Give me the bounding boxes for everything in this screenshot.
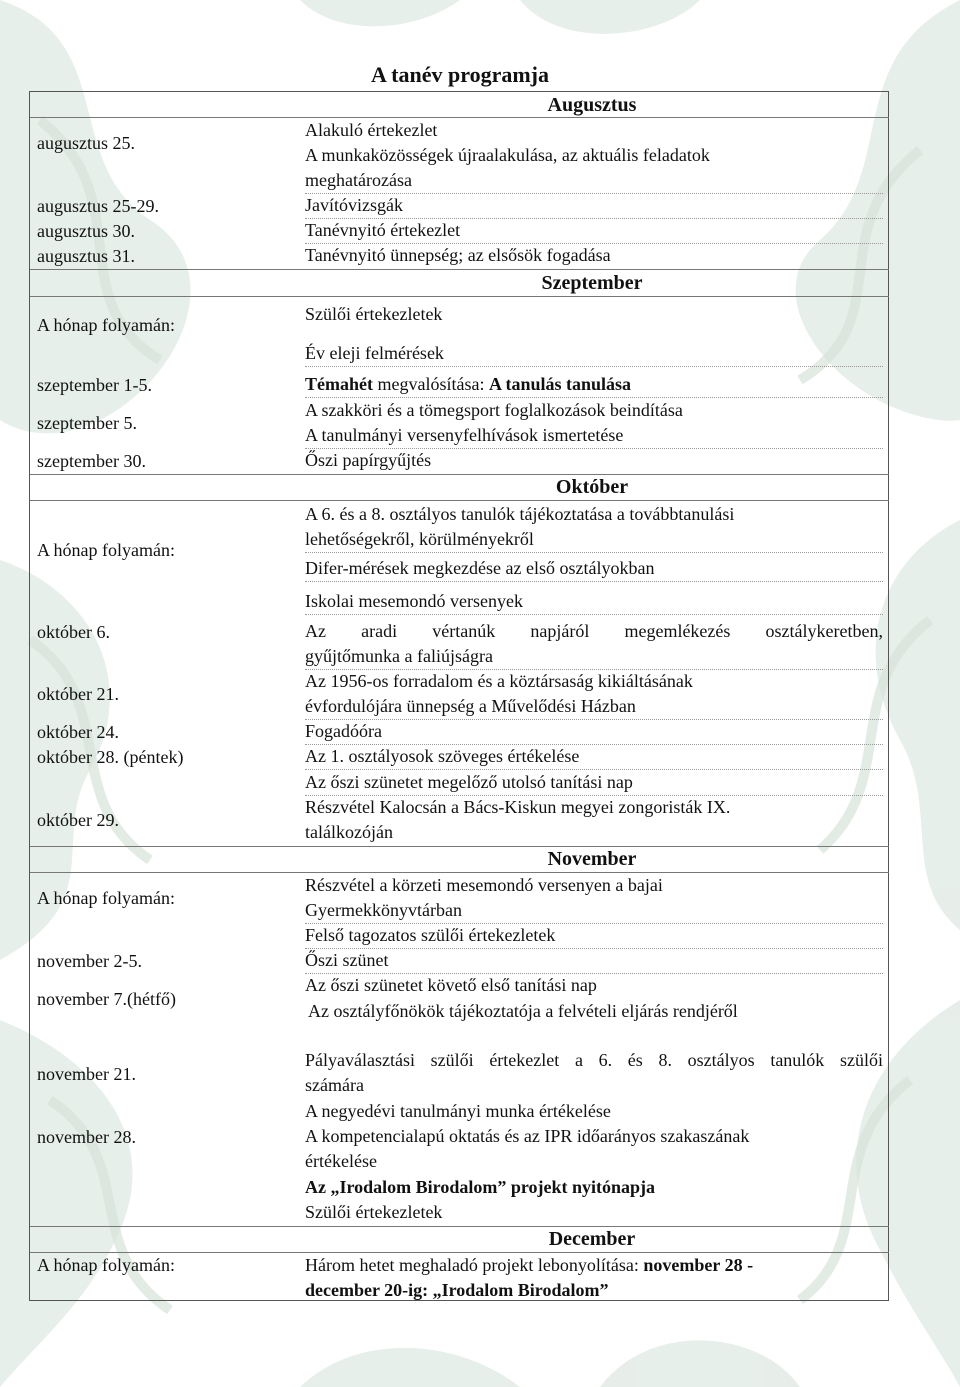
date-okt-6: október 6. bbox=[37, 622, 110, 642]
event-kalocsa-1: Részvétel Kalocsán a Bács-Kiskun megyei zongoristák IX. bbox=[305, 797, 731, 817]
date-aug-25: augusztus 25. bbox=[37, 133, 135, 153]
event-palyavalasztasi-1: Pályaválasztási szülői értekezlet a 6. és 8. osztályos tanulók szülői bbox=[305, 1050, 883, 1070]
date-aug-31: augusztus 31. bbox=[37, 246, 135, 266]
event-elso-tanitasi-nap: Az őszi szünetet követő első tanítási nap bbox=[305, 975, 597, 995]
event-forradalom-2: évfordulójára ünnepség a Művelődési Házban bbox=[305, 694, 883, 720]
date-aug-25-29: augusztus 25-29. bbox=[37, 196, 159, 216]
event-munkakozossegek-2: meghatározása bbox=[305, 168, 883, 194]
month-heading-november: November bbox=[547, 848, 637, 870]
event-papirgyujtes: Őszi papírgyűjtés bbox=[305, 450, 432, 470]
event-felso-szuloi: Felső tagozatos szülői értekezletek bbox=[305, 923, 883, 949]
harom-hetet-date-2: december 20-ig: „Irodalom Birodalom” bbox=[305, 1280, 609, 1300]
date-dec-honap: A hónap folyamán: bbox=[37, 1255, 175, 1275]
event-iskolai-mesemondo: Iskolai mesemondó versenyek bbox=[305, 589, 883, 615]
event-tanevnyito-ertekezlet: Tanévnyitó értekezlet bbox=[305, 218, 883, 244]
temahet-topic: A tanulás tanulása bbox=[488, 374, 632, 394]
page-title: A tanév programja bbox=[370, 62, 550, 87]
event-tajekoztatas-2: lehetőségekről, körülményekről bbox=[305, 527, 883, 553]
date-szept-honap: A hónap folyamán: bbox=[37, 315, 175, 335]
event-palyavalasztasi-2: számára bbox=[305, 1075, 364, 1095]
event-szuloi-ertekezletek-szept: Szülői értekezletek bbox=[305, 304, 443, 324]
date-aug-30: augusztus 30. bbox=[37, 221, 135, 241]
event-utolso-tanitasi-nap: Az őszi szünetet megelőző utolsó tanítási nap bbox=[305, 770, 883, 796]
event-kompetencia-2: értékelése bbox=[305, 1151, 377, 1171]
event-aradi-2: gyűjtőmunka a faliújságra bbox=[305, 644, 883, 670]
event-forradalom-1: Az 1956-os forradalom és a köztársaság kikiáltásának bbox=[305, 671, 693, 691]
event-tanulmanyi-versenyek: A tanulmányi versenyfelhívások ismertetése bbox=[305, 423, 883, 449]
event-korzeti-1: Részvétel a körzeti mesemondó versenyen a bajai bbox=[305, 875, 663, 895]
event-alakulo: Alakuló értekezlet bbox=[305, 120, 438, 140]
harom-hetet-date: november 28 - bbox=[643, 1255, 754, 1275]
date-nov-7: november 7.(hétfő) bbox=[37, 989, 176, 1009]
date-okt-24: október 24. bbox=[37, 722, 119, 742]
event-munkakozossegek-1: A munkaközösségek újraalakulása, az aktuális feladatok bbox=[305, 145, 710, 165]
event-oszi-szunet: Őszi szünet bbox=[305, 948, 883, 974]
date-okt-28: október 28. (péntek) bbox=[37, 747, 184, 767]
date-nov-28: november 28. bbox=[37, 1127, 136, 1147]
event-kompetencia-1: A kompetencialapú oktatás és az IPR időarányos szakaszának bbox=[305, 1126, 750, 1146]
event-korzeti-2: Gyermekkönyvtárban bbox=[305, 898, 883, 924]
event-ev-eleji-felmeresek: Év eleji felmérések bbox=[305, 341, 883, 367]
event-tajekoztatas-1: A 6. és a 8. osztályos tanulók tájékoztatása a továbbtanulási bbox=[305, 504, 735, 524]
date-nov-honap: A hónap folyamán: bbox=[37, 888, 175, 908]
divider bbox=[30, 296, 889, 297]
month-heading-augusztus: Augusztus bbox=[547, 94, 637, 116]
date-okt-honap: A hónap folyamán: bbox=[37, 540, 175, 560]
event-javitovizsga: Javítóvizsgák bbox=[305, 193, 883, 219]
month-heading-oktober: Október bbox=[555, 476, 629, 498]
event-fogadoora: Fogadóóra bbox=[305, 719, 883, 745]
date-nov-21: november 21. bbox=[37, 1064, 136, 1084]
event-negyedevi: A negyedévi tanulmányi munka értékelése bbox=[305, 1101, 611, 1121]
divider bbox=[30, 500, 889, 501]
event-szakkori: A szakköri és a tömegsport foglalkozások beindítása bbox=[305, 400, 683, 420]
event-tanevnyito-unnepseg: Tanévnyitó ünnepség; az elsősök fogadása bbox=[305, 245, 611, 265]
event-osztalyfonokok: Az osztályfőnökök tájékoztatója a felvételi eljárás rendjéről bbox=[308, 1001, 738, 1021]
event-szoveges-ertekeles: Az 1. osztályosok szöveges értékelése bbox=[305, 744, 883, 770]
date-szept-5: szeptember 5. bbox=[37, 413, 137, 433]
date-nov-2-5: november 2-5. bbox=[37, 951, 142, 971]
event-harom-hetet-1 bbox=[305, 1253, 883, 1278]
date-okt-21: október 21. bbox=[37, 684, 119, 704]
month-heading-december: December bbox=[548, 1228, 636, 1250]
date-okt-29: október 29. bbox=[37, 810, 119, 830]
harom-hetet-text: Három hetet meghaladó projekt lebonyolítása: bbox=[305, 1255, 644, 1275]
temahet-mid: megvalósítása: bbox=[372, 374, 489, 394]
event-szuloi-ertekezletek-nov: Szülői értekezletek bbox=[305, 1202, 443, 1222]
event-kalocsa-2: találkozóján bbox=[305, 822, 393, 842]
event-difer: Difer-mérések megkezdése az első osztályokban bbox=[305, 556, 883, 582]
date-szept-1-5: szeptember 1-5. bbox=[37, 375, 152, 395]
date-szept-30: szeptember 30. bbox=[37, 451, 146, 471]
temahet-label: Témahét bbox=[305, 374, 373, 394]
month-heading-szeptember: Szeptember bbox=[541, 272, 643, 294]
event-harom-hetet-2 bbox=[305, 1278, 883, 1303]
event-irodalom-nyitonap bbox=[305, 1175, 883, 1200]
irodalom-nyitonap-text: Az „Irodalom Birodalom” projekt nyitónapja bbox=[305, 1177, 656, 1197]
event-aradi-1: Az aradi vértanúk napjáról megemlékezés osztálykeretben, bbox=[305, 621, 883, 641]
event-temahet bbox=[305, 372, 883, 398]
